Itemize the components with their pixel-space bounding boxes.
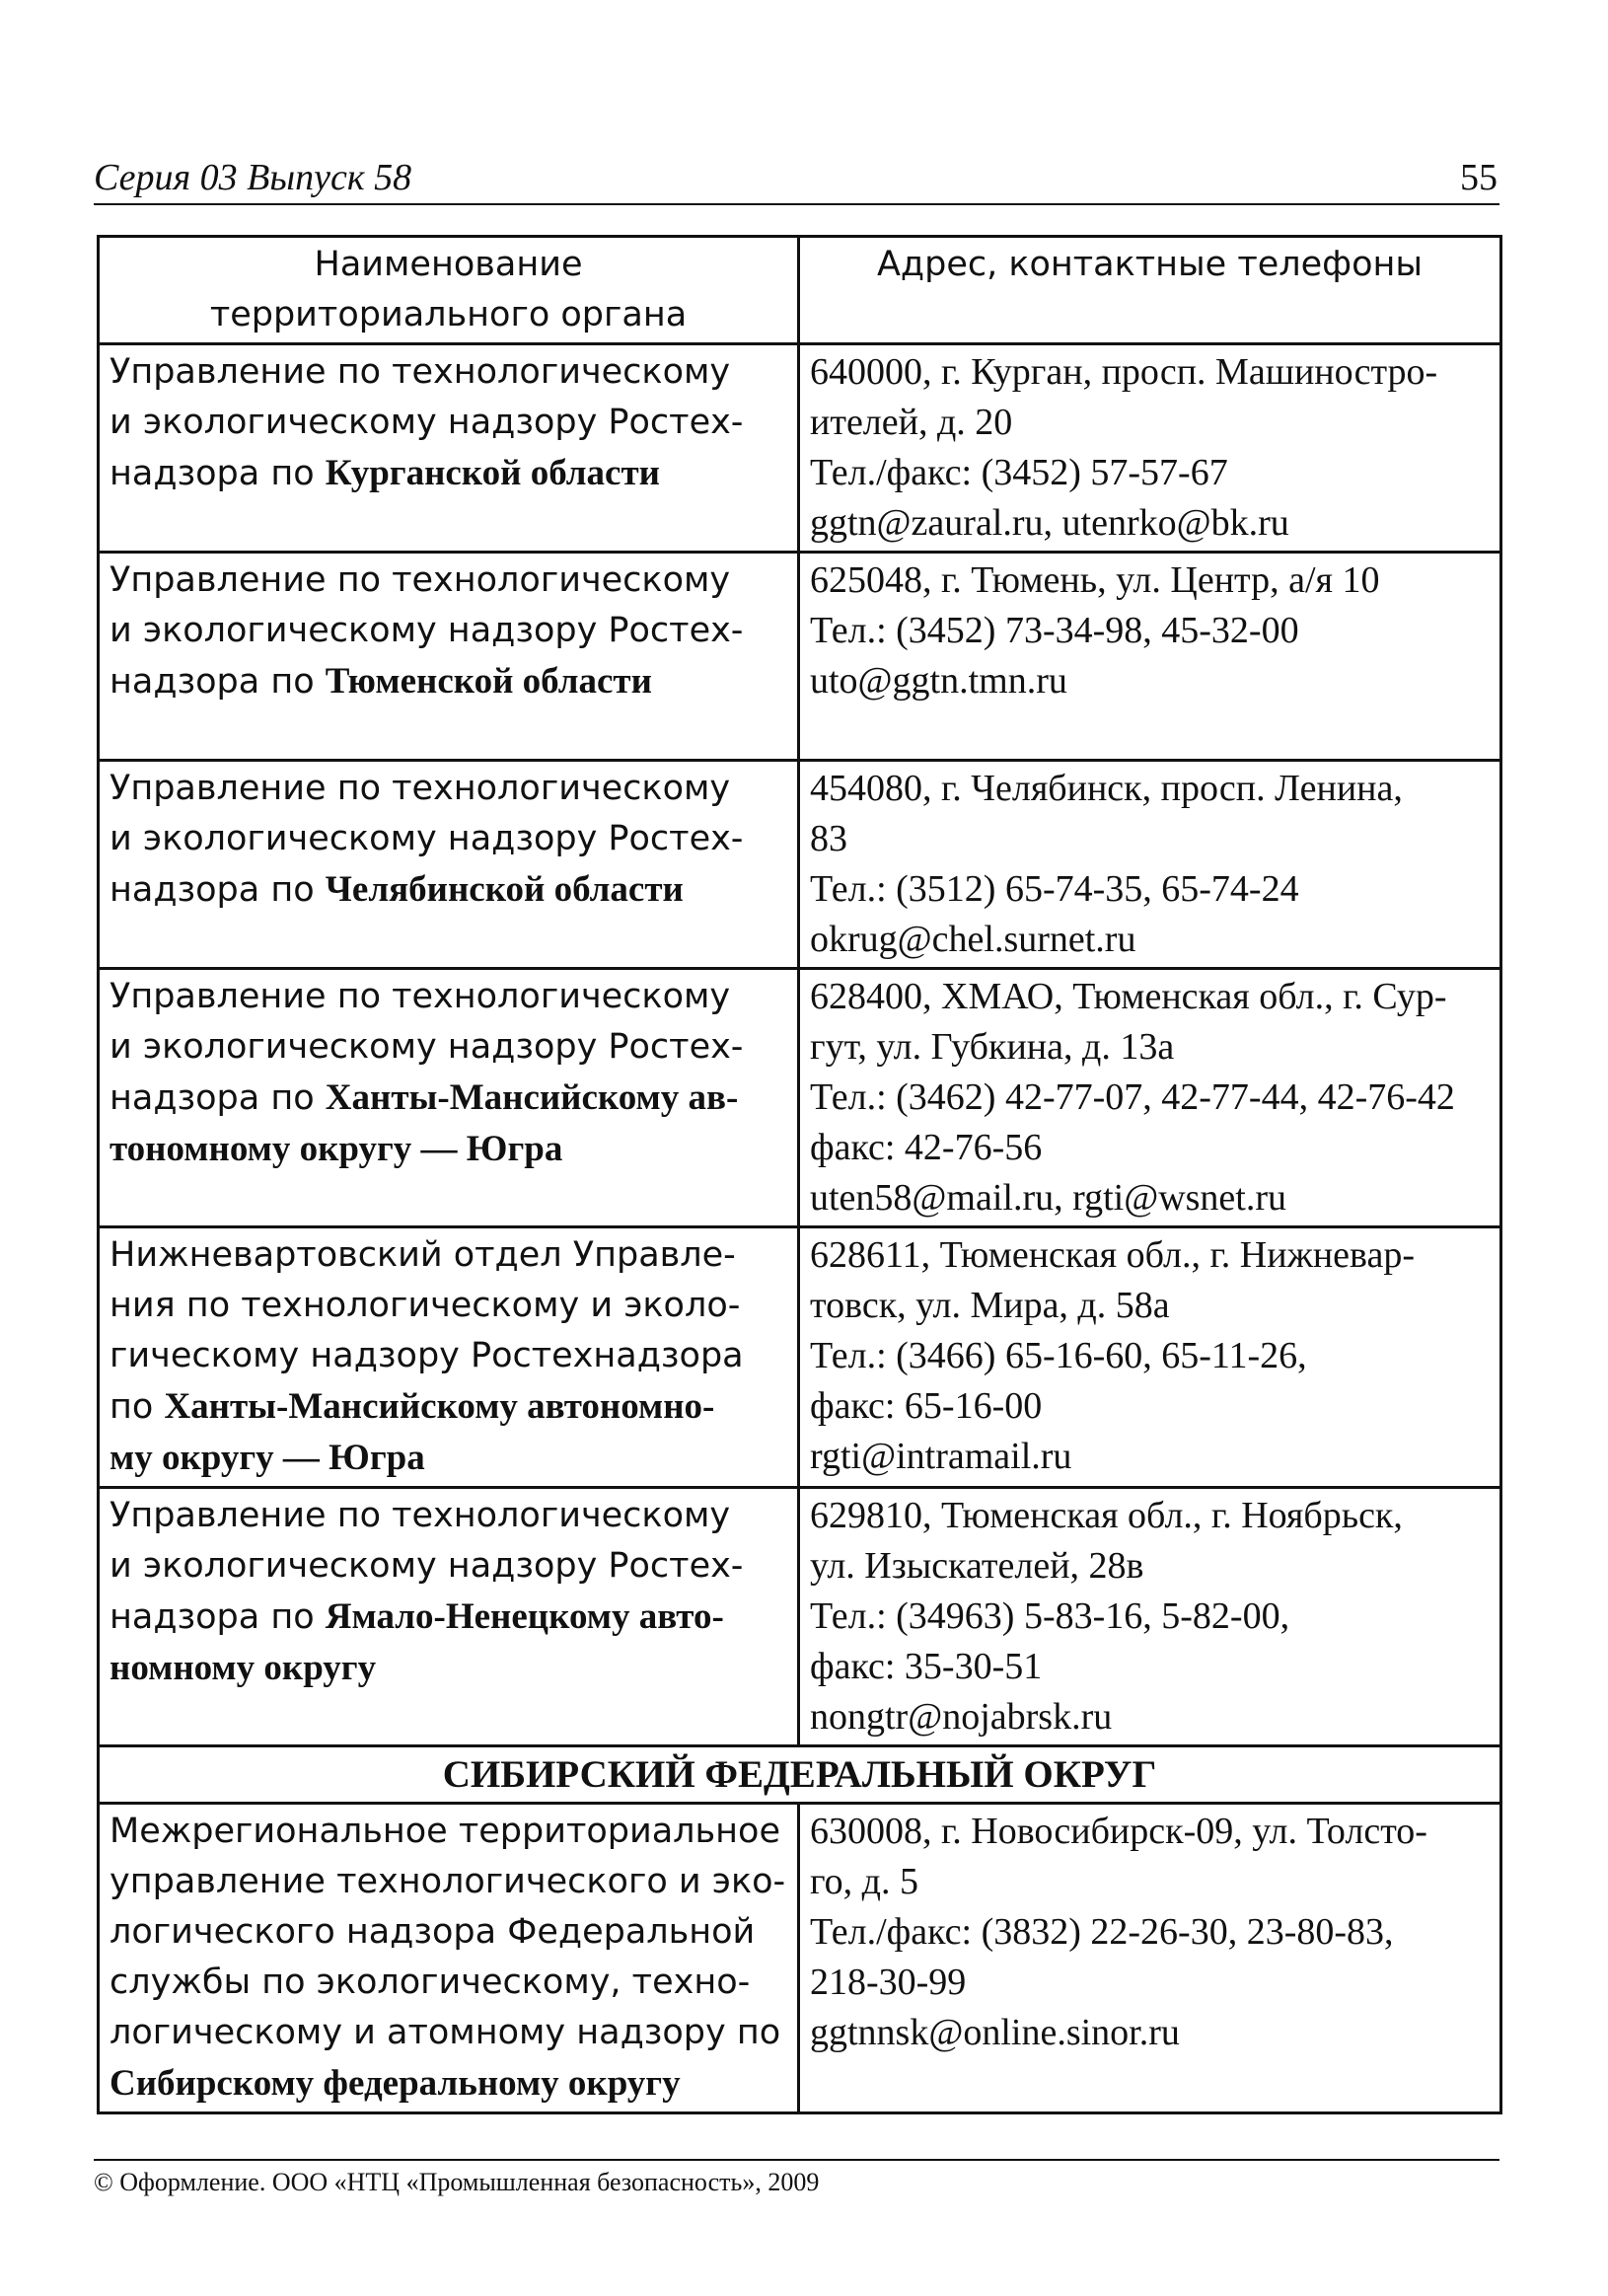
address-contacts-cell bbox=[799, 1488, 1501, 1746]
address-line: Тел./факс: (3452) 57-57-67 bbox=[810, 452, 1228, 493]
authority-name-line: Межрегиональное территориальное bbox=[110, 1812, 780, 1851]
address-line: Тел.: (34963) 5-83-16, 5-82-00, bbox=[810, 1595, 1290, 1637]
address-line: факс: 42-76-56 bbox=[810, 1127, 1043, 1168]
address-line: товск, ул. Мира, д. 58а bbox=[810, 1285, 1170, 1326]
authority-name-line: логическому и атомному надзору по bbox=[110, 2013, 781, 2052]
authority-name-line bbox=[110, 448, 787, 499]
column-header-line: Наименование bbox=[314, 245, 583, 284]
authority-name-prefix: надзора по bbox=[110, 1078, 326, 1118]
region-name: му округу — Югра bbox=[110, 1438, 425, 1478]
address-line: Тел.: (3512) 65-74-35, 65-74-24 bbox=[810, 868, 1299, 910]
authority-name-line: Управление по технологическому bbox=[110, 977, 731, 1016]
authority-name-cell bbox=[99, 1227, 799, 1488]
address-line: okrug@chel.surnet.ru bbox=[810, 919, 1136, 960]
table-row bbox=[99, 344, 1501, 553]
address-line: 625048, г. Тюмень, ул. Центр, а/я 10 bbox=[810, 559, 1380, 601]
region-name: Ханты-Мансийскому ав- bbox=[325, 1077, 739, 1118]
column-header-address bbox=[799, 237, 1501, 344]
address-line: гут, ул. Губкина, д. 13а bbox=[810, 1026, 1175, 1068]
address-line: 640000, г. Курган, просп. Машиностро- bbox=[810, 351, 1438, 393]
authority-name-line: и экологическому надзору Ростех- bbox=[110, 819, 744, 858]
table-row bbox=[99, 761, 1501, 969]
authority-name-prefix: надзора по bbox=[110, 1597, 326, 1637]
authority-name-cell bbox=[99, 1488, 799, 1746]
address-line: 628611, Тюменская обл., г. Нижневар- bbox=[810, 1234, 1415, 1276]
address-contacts-cell bbox=[799, 553, 1501, 761]
authority-name-line bbox=[110, 1124, 787, 1175]
authority-name-line: ния по технологическому и эколо- bbox=[110, 1286, 741, 1325]
authority-name-prefix: надзора по bbox=[110, 454, 326, 493]
address-line bbox=[810, 706, 1490, 757]
authority-name-line: и экологическому надзору Ростех- bbox=[110, 403, 744, 442]
address-contacts-cell bbox=[799, 344, 1501, 553]
authority-name-line: и экологическому надзору Ростех- bbox=[110, 1027, 744, 1067]
authority-name-line bbox=[110, 1073, 787, 1124]
authority-name-line bbox=[110, 2058, 787, 2110]
authority-name-cell bbox=[99, 761, 799, 969]
section-body bbox=[99, 1746, 1501, 1804]
address-contacts-cell bbox=[799, 1804, 1501, 2113]
authority-name-cell bbox=[99, 1804, 799, 2113]
footer-copyright: © Оформление. ООО «НТЦ «Промышленная безопасность», 2009 bbox=[94, 2168, 820, 2196]
section-row bbox=[99, 1746, 1501, 1804]
authority-name-line bbox=[110, 1381, 787, 1433]
column-header-name bbox=[99, 237, 799, 344]
address-line: rgti@intramail.ru bbox=[810, 1436, 1072, 1477]
authorities-table-wrapper bbox=[97, 235, 1499, 2114]
region-name: Сибирскому федеральному округу bbox=[110, 2063, 681, 2104]
address-line: uten58@mail.ru, rgti@wsnet.ru bbox=[810, 1177, 1286, 1219]
address-line: 628400, ХМАО, Тюменская обл., г. Сур- bbox=[810, 976, 1447, 1017]
section-rows-body bbox=[99, 1804, 1501, 2113]
address-line: Тел./факс: (3832) 22-26-30, 23-80-83, bbox=[810, 1911, 1394, 1953]
address-line: Тел.: (3462) 42-77-07, 42-77-44, 42-76-42 bbox=[810, 1076, 1455, 1118]
authority-name-line bbox=[110, 1433, 787, 1484]
authority-name-line: Управление по технологическому bbox=[110, 1496, 731, 1535]
address-line: 218-30-99 bbox=[810, 1962, 967, 2003]
column-header-line: территориального органа bbox=[209, 295, 688, 334]
authority-name-prefix: по bbox=[110, 1387, 165, 1427]
authority-name-line: службы по экологическому, техно- bbox=[110, 1963, 751, 2002]
authority-name-prefix: надзора по bbox=[110, 662, 326, 702]
authority-name-line: Управление по технологическому bbox=[110, 352, 731, 392]
table-row bbox=[99, 1804, 1501, 2113]
address-line: 454080, г. Челябинск, просп. Ленина, bbox=[810, 768, 1403, 809]
table-body bbox=[99, 344, 1501, 1746]
authority-name-line bbox=[110, 656, 787, 707]
table-row bbox=[99, 553, 1501, 761]
authority-name-line bbox=[110, 1643, 787, 1694]
address-line: 83 bbox=[810, 818, 847, 859]
table-row bbox=[99, 1227, 1501, 1488]
column-header-line: Адрес, контактные телефоны bbox=[876, 245, 1424, 284]
authority-name-prefix: надзора по bbox=[110, 870, 326, 910]
region-name: Челябинской области bbox=[325, 869, 684, 910]
address-line: 630008, г. Новосибирск-09, ул. Толсто- bbox=[810, 1811, 1427, 1852]
address-contacts-cell bbox=[799, 761, 1501, 969]
authority-name-line: и экологическому надзору Ростех- bbox=[110, 1546, 744, 1586]
address-line: го, д. 5 bbox=[810, 1861, 918, 1902]
address-line: nongtr@nojabrsk.ru bbox=[810, 1696, 1113, 1738]
address-line: ул. Изыскателей, 28в bbox=[810, 1545, 1144, 1587]
region-name: тономному округу — Югра bbox=[110, 1129, 563, 1169]
address-line: uto@ggtn.tmn.ru bbox=[810, 660, 1067, 702]
address-line: Тел.: (3452) 73-34-98, 45-32-00 bbox=[810, 610, 1299, 651]
section-title: СИБИРСКИЙ ФЕДЕРАЛЬНЫЙ ОКРУГ bbox=[99, 1746, 1501, 1804]
authority-name-cell bbox=[99, 969, 799, 1227]
authorities-table bbox=[97, 235, 1502, 2114]
address-line: Тел.: (3466) 65-16-60, 65-11-26, bbox=[810, 1335, 1307, 1376]
authority-name-cell bbox=[99, 553, 799, 761]
address-contacts-cell bbox=[799, 969, 1501, 1227]
header-rule bbox=[94, 203, 1499, 205]
region-name: Ханты-Мансийскому автономно- bbox=[164, 1386, 715, 1427]
region-name: Тюменской области bbox=[325, 661, 652, 702]
authority-name-line: гическому надзору Ростехнадзора bbox=[110, 1336, 744, 1375]
table-row bbox=[99, 969, 1501, 1227]
address-line: факс: 35-30-51 bbox=[810, 1646, 1043, 1687]
authority-name-line: Управление по технологическому bbox=[110, 560, 731, 600]
authority-name-line bbox=[110, 1592, 787, 1643]
address-line: факс: 65-16-00 bbox=[810, 1385, 1043, 1427]
address-line: 629810, Тюменская обл., г. Ноябрьск, bbox=[810, 1495, 1403, 1536]
region-name: Курганской области bbox=[325, 453, 660, 493]
address-line: ggtn@zaural.ru, utenrko@bk.ru bbox=[810, 502, 1289, 544]
page-number: 55 bbox=[1460, 157, 1498, 198]
region-name: номному округу bbox=[110, 1648, 377, 1688]
footer-rule bbox=[94, 2159, 1499, 2161]
authority-name-line: Управление по технологическому bbox=[110, 769, 731, 808]
address-line: ителей, д. 20 bbox=[810, 402, 1013, 443]
authority-name-line: Нижневартовский отдел Управле- bbox=[110, 1235, 736, 1275]
table-header-row bbox=[99, 237, 1501, 344]
address-line: ggtnnsk@online.sinor.ru bbox=[810, 2012, 1180, 2053]
address-contacts-cell bbox=[799, 1227, 1501, 1488]
address-line bbox=[810, 2058, 1490, 2109]
running-head: Серия 03 Выпуск 58 bbox=[94, 157, 412, 198]
region-name: Ямало-Ненецкому авто- bbox=[325, 1596, 724, 1637]
authority-name-cell bbox=[99, 344, 799, 553]
authority-name-line: и экологическому надзору Ростех- bbox=[110, 611, 744, 650]
authority-name-line: управление технологического и эко- bbox=[110, 1862, 786, 1901]
authority-name-line bbox=[110, 864, 787, 916]
table-row bbox=[99, 1488, 1501, 1746]
authority-name-line: логического надзора Федеральной bbox=[110, 1912, 756, 1952]
